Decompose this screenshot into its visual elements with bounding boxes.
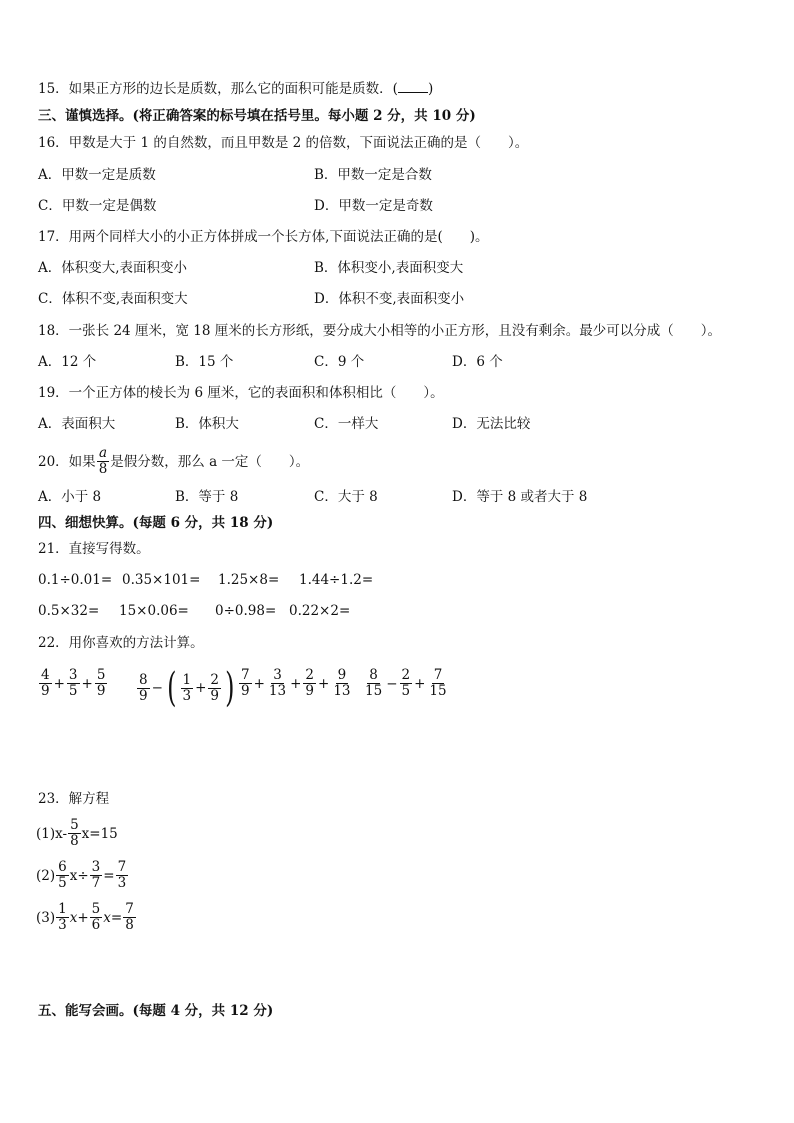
expression-1 xyxy=(38,668,108,699)
question-20-stem xyxy=(38,446,309,477)
question-15-close: ) xyxy=(427,81,434,97)
fraction xyxy=(363,668,384,699)
fraction xyxy=(331,668,352,699)
section-4-title: 四、细想快算。(每题 6 分，共 18 分) xyxy=(38,515,274,531)
question-15 xyxy=(38,80,433,98)
equation-2 xyxy=(36,860,129,891)
question-15-text: 15．如果正方形的边长是质数，那么它的面积可能是质数．( xyxy=(38,81,398,97)
denominator: 9 xyxy=(210,687,220,704)
fraction xyxy=(303,668,316,699)
operator: + xyxy=(318,675,330,692)
question-16-option-d: D．甲数一定是奇数 xyxy=(314,198,433,214)
calc-item: 0.1÷0.01= xyxy=(38,572,113,588)
fraction xyxy=(116,860,129,891)
fraction xyxy=(400,668,413,699)
operator: − xyxy=(386,675,398,692)
numerator: 2 xyxy=(305,667,314,683)
question-19-option-d: D．无法比较 xyxy=(452,416,531,432)
fraction xyxy=(208,673,221,704)
denominator: 15 xyxy=(429,683,447,699)
denominator: 3 xyxy=(58,917,67,933)
operator: + xyxy=(290,675,302,692)
fraction xyxy=(67,668,80,699)
denominator: 7 xyxy=(91,875,101,891)
numerator: 1 xyxy=(182,671,192,688)
question-20-option-d: D．等于 8 或者大于 8 xyxy=(452,489,588,505)
question-23-stem: 23．解方程 xyxy=(38,791,110,807)
question-19-stem: 19．一个正方体的棱长为 6 厘米，它的表面积和体积相比（ ）。 xyxy=(38,385,444,401)
fraction xyxy=(181,673,194,704)
fraction xyxy=(68,818,81,849)
equals-sign: = xyxy=(103,867,115,884)
question-18-option-c: C．9 个 xyxy=(314,354,365,370)
numerator: 1 xyxy=(58,901,67,917)
denominator: 9 xyxy=(139,687,148,704)
fraction xyxy=(239,668,252,699)
numerator: 8 xyxy=(369,667,378,683)
calc-item: 1.44÷1.2= xyxy=(299,572,374,588)
fraction xyxy=(137,673,150,704)
numerator: 5 xyxy=(96,667,106,683)
denominator: 13 xyxy=(268,683,287,699)
numerator: 9 xyxy=(337,667,347,683)
numerator: 7 xyxy=(117,859,127,875)
denominator: 8 xyxy=(70,833,79,849)
numerator: 5 xyxy=(91,901,101,917)
numerator: 2 xyxy=(401,667,411,683)
numerator: 3 xyxy=(273,667,282,683)
operator: + xyxy=(253,675,265,692)
numerator: 5 xyxy=(70,817,79,833)
calc-item: 0÷0.98= xyxy=(215,603,277,619)
operator: + xyxy=(195,680,207,696)
question-18-option-d: D．6 个 xyxy=(452,354,503,370)
fraction-numerator: a xyxy=(98,445,108,461)
fraction xyxy=(95,668,108,699)
question-16-option-a: A．甲数一定是质数 xyxy=(38,167,156,183)
question-20-option-a: A．小于 8 xyxy=(38,489,102,505)
numerator: 7 xyxy=(433,667,443,683)
numerator: 4 xyxy=(41,667,50,683)
question-19-option-c: C．一样大 xyxy=(314,416,379,432)
question-18-option-b: B．15 个 xyxy=(175,354,234,370)
question-19-option-a: A．表面积大 xyxy=(38,416,116,432)
calc-item: 15×0.06= xyxy=(119,603,189,619)
section-3-title: 三、谨慎选择。(将正确答案的标号填在括号里。每小题 2 分，共 10 分) xyxy=(38,108,476,124)
numerator: 7 xyxy=(241,667,250,683)
calc-item: 0.35×101= xyxy=(122,572,201,588)
fraction xyxy=(56,902,69,933)
question-20-prefix: 20．如果 xyxy=(38,453,96,470)
expression-3 xyxy=(238,668,354,699)
equation-prefix: (1)x- xyxy=(36,825,68,842)
question-16-option-b: B．甲数一定是合数 xyxy=(314,167,432,183)
left-paren: ( xyxy=(167,665,177,711)
question-16-stem: 16．甲数是大于 1 的自然数，而且甲数是 2 的倍数，下面说法正确的是（ ）。 xyxy=(38,135,529,151)
equation-mid: x+ xyxy=(69,909,89,926)
fraction xyxy=(427,668,448,699)
answer-blank xyxy=(398,80,428,93)
calc-item: 1.25×8= xyxy=(218,572,280,588)
question-17-option-d: D．体积不变,表面积变小 xyxy=(314,291,465,307)
fraction xyxy=(267,668,288,699)
fraction xyxy=(39,668,52,699)
fraction-a-over-8 xyxy=(97,446,110,477)
denominator: 3 xyxy=(117,875,127,891)
denominator: 9 xyxy=(241,683,250,699)
fraction xyxy=(90,902,103,933)
question-20-option-c: C．大于 8 xyxy=(314,489,378,505)
denominator: 5 xyxy=(401,683,411,699)
numerator: 6 xyxy=(58,859,67,875)
question-18-option-a: A．12 个 xyxy=(38,354,97,370)
operator: + xyxy=(414,675,426,692)
denominator: 9 xyxy=(305,683,314,699)
expression-2 xyxy=(136,665,238,711)
question-17-stem: 17．用两个同样大小的小正方体拼成一个长方体,下面说法正确的是( )。 xyxy=(38,229,489,245)
calc-item: 0.5×32= xyxy=(38,603,100,619)
question-17-option-a: A．体积变大,表面积变小 xyxy=(38,260,188,276)
question-18-stem: 18．一张长 24 厘米，宽 18 厘米的长方形纸，要分成大小相等的小正方形，且没有剩余。最少可以分成（ ）。 xyxy=(38,323,721,339)
section-5-title: 五、能写会画。(每题 4 分，共 12 分) xyxy=(38,1003,274,1019)
denominator: 3 xyxy=(182,687,192,704)
equation-mid: x÷ xyxy=(69,867,89,884)
equation-suffix: x=15 xyxy=(81,825,118,842)
denominator: 9 xyxy=(96,683,106,699)
equation-prefix: (2) xyxy=(36,867,56,884)
question-20-suffix: 是假分数，那么 a 一定（ ）。 xyxy=(110,453,310,470)
numerator: 7 xyxy=(125,901,134,917)
question-17-option-b: B．体积变小,表面积变大 xyxy=(314,260,464,276)
question-22-stem: 22．用你喜欢的方法计算。 xyxy=(38,635,204,651)
operator: + xyxy=(53,675,65,692)
right-paren: ) xyxy=(225,665,235,711)
equation-prefix: (3) xyxy=(36,909,56,926)
expression-4 xyxy=(362,668,450,699)
calc-item: 0.22×2= xyxy=(289,603,351,619)
operator: − xyxy=(151,680,163,696)
fraction xyxy=(123,902,136,933)
question-16-option-c: C．甲数一定是偶数 xyxy=(38,198,157,214)
denominator: 6 xyxy=(91,917,101,933)
fraction xyxy=(56,860,69,891)
denominator: 13 xyxy=(333,683,351,699)
question-20-option-b: B．等于 8 xyxy=(175,489,239,505)
question-19-option-b: B．体积大 xyxy=(175,416,239,432)
denominator: 5 xyxy=(68,683,78,699)
numerator: 3 xyxy=(91,859,101,875)
fraction xyxy=(90,860,103,891)
denominator: 5 xyxy=(58,875,67,891)
equation-mid: x= xyxy=(103,909,123,926)
operator: + xyxy=(81,675,93,692)
equation-3 xyxy=(36,902,137,933)
numerator: 8 xyxy=(139,671,148,688)
numerator: 2 xyxy=(210,671,220,688)
equation-1 xyxy=(36,818,118,849)
question-21-stem: 21．直接写得数。 xyxy=(38,541,150,557)
denominator: 9 xyxy=(41,683,50,699)
denominator: 15 xyxy=(365,683,383,699)
numerator: 3 xyxy=(68,667,78,683)
fraction-denominator: 8 xyxy=(98,461,108,477)
denominator: 8 xyxy=(125,917,134,933)
question-17-option-c: C．体积不变,表面积变大 xyxy=(38,291,188,307)
